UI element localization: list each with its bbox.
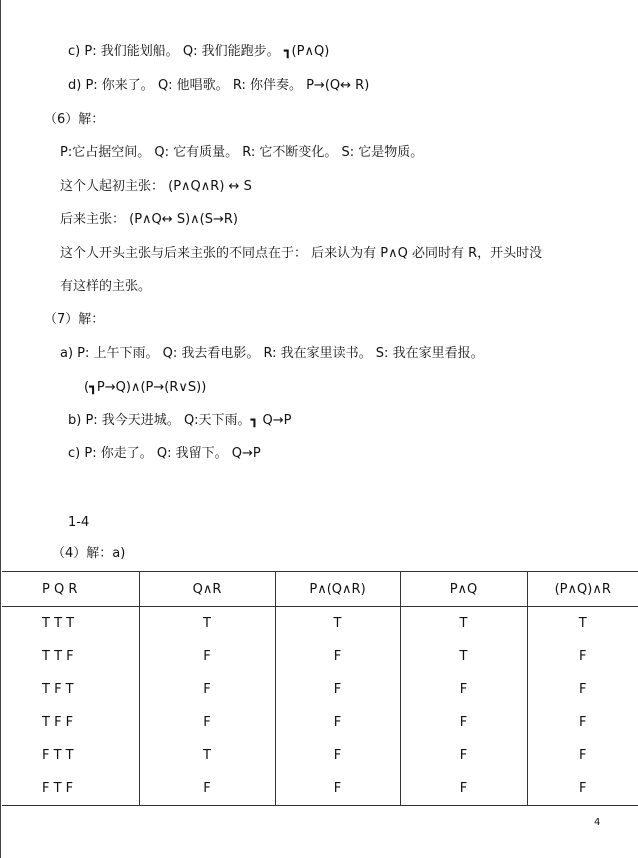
- text-line-6-continued: 有这样的主张。: [60, 279, 152, 294]
- table-cell: F: [400, 706, 527, 739]
- table-cell: F: [400, 772, 527, 806]
- header-p-and-q: P∧Q: [400, 572, 527, 607]
- text-line-5c: c) P: 我们能划船。 Q: 我们能跑步。 ┓(P∧Q): [68, 44, 330, 59]
- page-number: 4: [594, 817, 601, 828]
- table-cell: F: [275, 673, 400, 706]
- table-cell: F: [527, 772, 638, 806]
- table-row: [2, 640, 638, 673]
- header-pqr: P Q R: [2, 572, 139, 607]
- truth-table-header-row: [2, 572, 638, 607]
- text-line-6-later: 后来主张： (P∧Q↔ S)∧(S→R): [60, 212, 238, 227]
- table-row: [2, 772, 638, 806]
- section-heading-4a: （4）解：a): [52, 546, 126, 561]
- text-line-7b: b) P: 我今天进城。 Q:天下雨。┓ Q→P: [68, 413, 292, 428]
- table-cell: T F F: [42, 715, 74, 730]
- header-pq-and-r: (P∧Q)∧R: [527, 572, 638, 607]
- text-line-6-initial: 这个人起初主张： (P∧Q∧R) ↔ S: [60, 179, 252, 194]
- table-row: [2, 706, 638, 739]
- text-line-7c: c) P: 你走了。 Q: 我留下。 Q→P: [68, 446, 261, 461]
- table-cell: F: [527, 673, 638, 706]
- table-row: [2, 673, 638, 706]
- table-cell: F: [139, 706, 275, 739]
- truth-table: [2, 571, 638, 806]
- table-cell: T F T: [42, 682, 74, 697]
- formula-7a: (┓P→Q)∧(P→(R∨S)): [84, 380, 207, 395]
- table-cell: T T T: [42, 616, 75, 631]
- table-cell: F: [400, 739, 527, 772]
- table-cell: F T F: [2, 772, 139, 806]
- table-cell: F: [275, 640, 400, 673]
- table-cell: F: [275, 772, 400, 806]
- table-cell: T T F: [42, 649, 74, 664]
- table-cell: F: [527, 739, 638, 772]
- table-cell: T: [139, 739, 275, 772]
- table-cell: F: [275, 706, 400, 739]
- text-line-5d: d) P: 你来了。 Q: 他唱歌。 R: 你伴奏。 P→(Q↔ R): [68, 78, 370, 93]
- table-cell: F: [275, 739, 400, 772]
- table-cell: T: [400, 607, 527, 641]
- header-q-and-r: Q∧R: [139, 572, 275, 607]
- table-cell: F: [400, 673, 527, 706]
- section-heading-1-4: 1-4: [68, 515, 90, 530]
- text-line-7a: a) P: 上午下雨。 Q: 我去看电影。 R: 我在家里读书。 S: 我在家里看报。: [60, 346, 484, 361]
- table-row: [2, 739, 638, 772]
- section-heading-6: （6）解：: [44, 112, 105, 127]
- table-cell: T: [400, 640, 527, 673]
- table-cell: F: [527, 640, 638, 673]
- table-cell: F: [139, 640, 275, 673]
- section-heading-7: （7）解：: [44, 312, 105, 327]
- table-row: [2, 607, 638, 641]
- table-cell: F: [139, 772, 275, 806]
- text-line-6-difference: 这个人开头主张与后来主张的不同点在于： 后来认为有 P∧Q 必同时有 R，开头时没: [60, 246, 543, 261]
- text-line-6-propositions: P:它占据空间。 Q: 它有质量。 R: 它不断变化。 S: 它是物质。: [60, 145, 424, 160]
- header-p-and-q-and-r: P∧(Q∧R): [275, 572, 400, 607]
- table-cell: F T T: [42, 748, 74, 763]
- table-cell: T: [527, 607, 638, 641]
- table-cell: F: [139, 673, 275, 706]
- table-cell: T: [139, 607, 275, 641]
- table-cell: T: [275, 607, 400, 641]
- page-left-border: [0, 0, 1, 858]
- table-cell: F: [527, 706, 638, 739]
